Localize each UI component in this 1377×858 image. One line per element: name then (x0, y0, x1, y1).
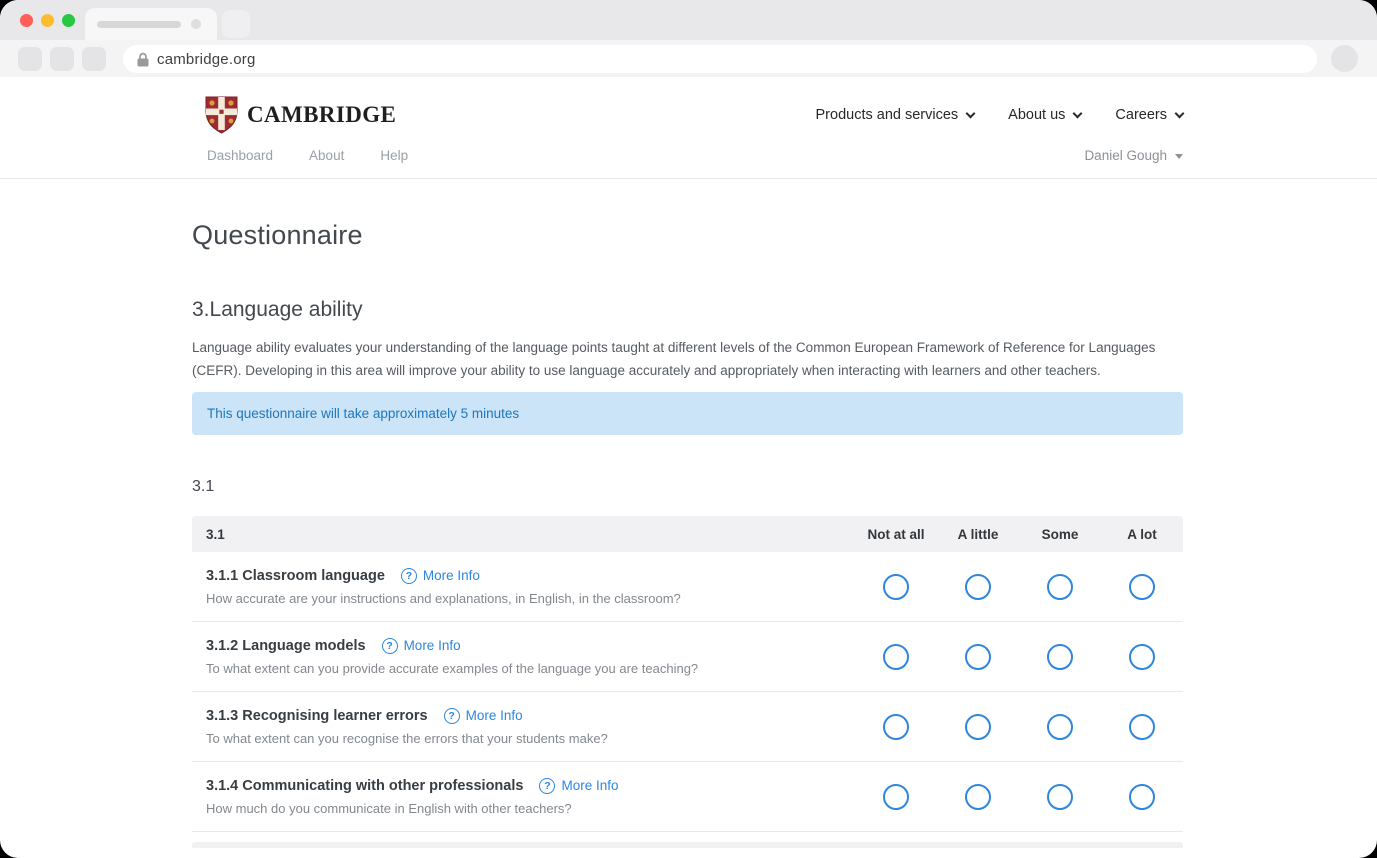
radio-a-little[interactable] (965, 714, 991, 740)
subnav-about[interactable]: About (309, 148, 345, 163)
radio-some[interactable] (1047, 644, 1073, 670)
reload-button[interactable] (82, 47, 106, 71)
question-description: How much do you communicate in English with other teachers? (206, 800, 572, 816)
question-mark-icon: ? (401, 568, 417, 584)
browser-tab-bar (0, 0, 1377, 40)
dropdown-arrow-icon (1175, 154, 1183, 159)
more-info-link[interactable] (539, 778, 618, 794)
url-text: cambridge.org (157, 50, 256, 68)
duration-banner (192, 392, 1183, 435)
more-info-link[interactable] (401, 568, 480, 584)
lock-icon (137, 52, 149, 67)
radio-a-lot[interactable] (1129, 644, 1155, 670)
chevron-down-icon (1073, 108, 1083, 118)
table-row (192, 692, 1183, 762)
minimize-window-button[interactable] (41, 14, 54, 27)
radio-not-at-all[interactable] (883, 784, 909, 810)
column-header-some: Some (1041, 526, 1079, 542)
radio-some[interactable] (1047, 574, 1073, 600)
browser-toolbar (0, 40, 1377, 77)
nav-products-and-services[interactable] (816, 107, 975, 123)
cambridge-logo[interactable] (205, 96, 396, 134)
more-info-link[interactable] (382, 638, 461, 654)
nav-label: Careers (1115, 107, 1167, 123)
page-title: Questionnaire (192, 220, 363, 250)
main-content (192, 220, 1183, 848)
radio-some[interactable] (1047, 784, 1073, 810)
question-description: To what extent can you provide accurate examples of the language you are teaching? (206, 660, 699, 676)
radio-a-little[interactable] (965, 784, 991, 810)
radio-some[interactable] (1047, 714, 1073, 740)
more-info-label: More Info (422, 568, 480, 583)
browser-tab[interactable] (85, 8, 217, 40)
question-title: 3.1.4 Communicating with other professionals (206, 777, 524, 794)
radio-not-at-all[interactable] (883, 574, 909, 600)
more-info-label: More Info (561, 778, 619, 793)
questionnaire-table (192, 516, 1183, 848)
question-mark-icon: ? (382, 638, 398, 654)
column-header-a-little: A little (957, 526, 999, 542)
question-mark-icon: ? (539, 778, 555, 794)
window-controls (20, 14, 75, 27)
chevron-down-icon (966, 108, 976, 118)
table-row (192, 622, 1183, 692)
new-tab-button[interactable] (222, 10, 250, 38)
question-description: How accurate are your instructions and explanations, in English, in the classroom? (206, 590, 681, 606)
chevron-down-icon (1175, 108, 1185, 118)
user-menu[interactable] (1084, 148, 1183, 163)
question-title: 3.1.2 Language models (206, 637, 366, 654)
more-info-label: More Info (403, 638, 461, 653)
duration-banner-text: This questionnaire will take approximately 5 minutes (207, 406, 520, 421)
question-mark-icon: ? (444, 708, 460, 724)
nav-about-us[interactable] (1008, 107, 1081, 123)
section-title: 3.Language ability (192, 298, 363, 321)
question-group-label: 3.1 (192, 478, 215, 495)
browser-profile-avatar[interactable] (1331, 45, 1358, 72)
column-header-not-at-all: Not at all (867, 526, 925, 542)
table-header-row (192, 516, 1183, 552)
more-info-label: More Info (465, 708, 523, 723)
subnav-help[interactable]: Help (380, 148, 409, 163)
site-header (0, 77, 1377, 179)
radio-a-lot[interactable] (1129, 714, 1155, 740)
table-row (192, 762, 1183, 832)
question-title: 3.1.1 Classroom language (206, 567, 385, 584)
secondary-navigation (207, 148, 408, 163)
close-window-button[interactable] (20, 14, 33, 27)
next-section-header-peek (192, 842, 1183, 848)
column-header-a-lot: A lot (1127, 526, 1157, 542)
cambridge-crest-icon (205, 96, 238, 134)
nav-label: Products and services (815, 107, 959, 123)
table-row (192, 552, 1183, 622)
nav-careers[interactable] (1115, 107, 1183, 123)
maximize-window-button[interactable] (62, 14, 75, 27)
cambridge-wordmark: CAMBRIDGE (247, 102, 397, 127)
subnav-dashboard[interactable]: Dashboard (207, 148, 274, 163)
back-button[interactable] (18, 47, 42, 71)
more-info-link[interactable] (444, 708, 523, 724)
radio-not-at-all[interactable] (883, 644, 909, 670)
question-title: 3.1.3 Recognising learner errors (206, 707, 428, 724)
forward-button[interactable] (50, 47, 74, 71)
radio-not-at-all[interactable] (883, 714, 909, 740)
nav-label: About us (1008, 107, 1066, 123)
tab-favicon-placeholder (191, 19, 201, 29)
table-header-label: 3.1 (206, 526, 225, 542)
radio-a-lot[interactable] (1129, 574, 1155, 600)
radio-a-little[interactable] (965, 644, 991, 670)
tab-title-placeholder (97, 21, 181, 28)
radio-a-little[interactable] (965, 574, 991, 600)
user-name: Daniel Gough (1084, 148, 1167, 163)
top-navigation (816, 107, 1183, 123)
radio-a-lot[interactable] (1129, 784, 1155, 810)
section-description: Language ability evaluates your understanding of the language points taught at different levels of the Common European Framework of Reference for Languages (CEFR). Developing in this area will improve your ability to use language accurately and appropriately when interacting with learners and other teachers. (192, 340, 1156, 378)
question-description: To what extent can you recognise the errors that your students make? (206, 730, 608, 746)
url-bar[interactable] (123, 45, 1317, 73)
